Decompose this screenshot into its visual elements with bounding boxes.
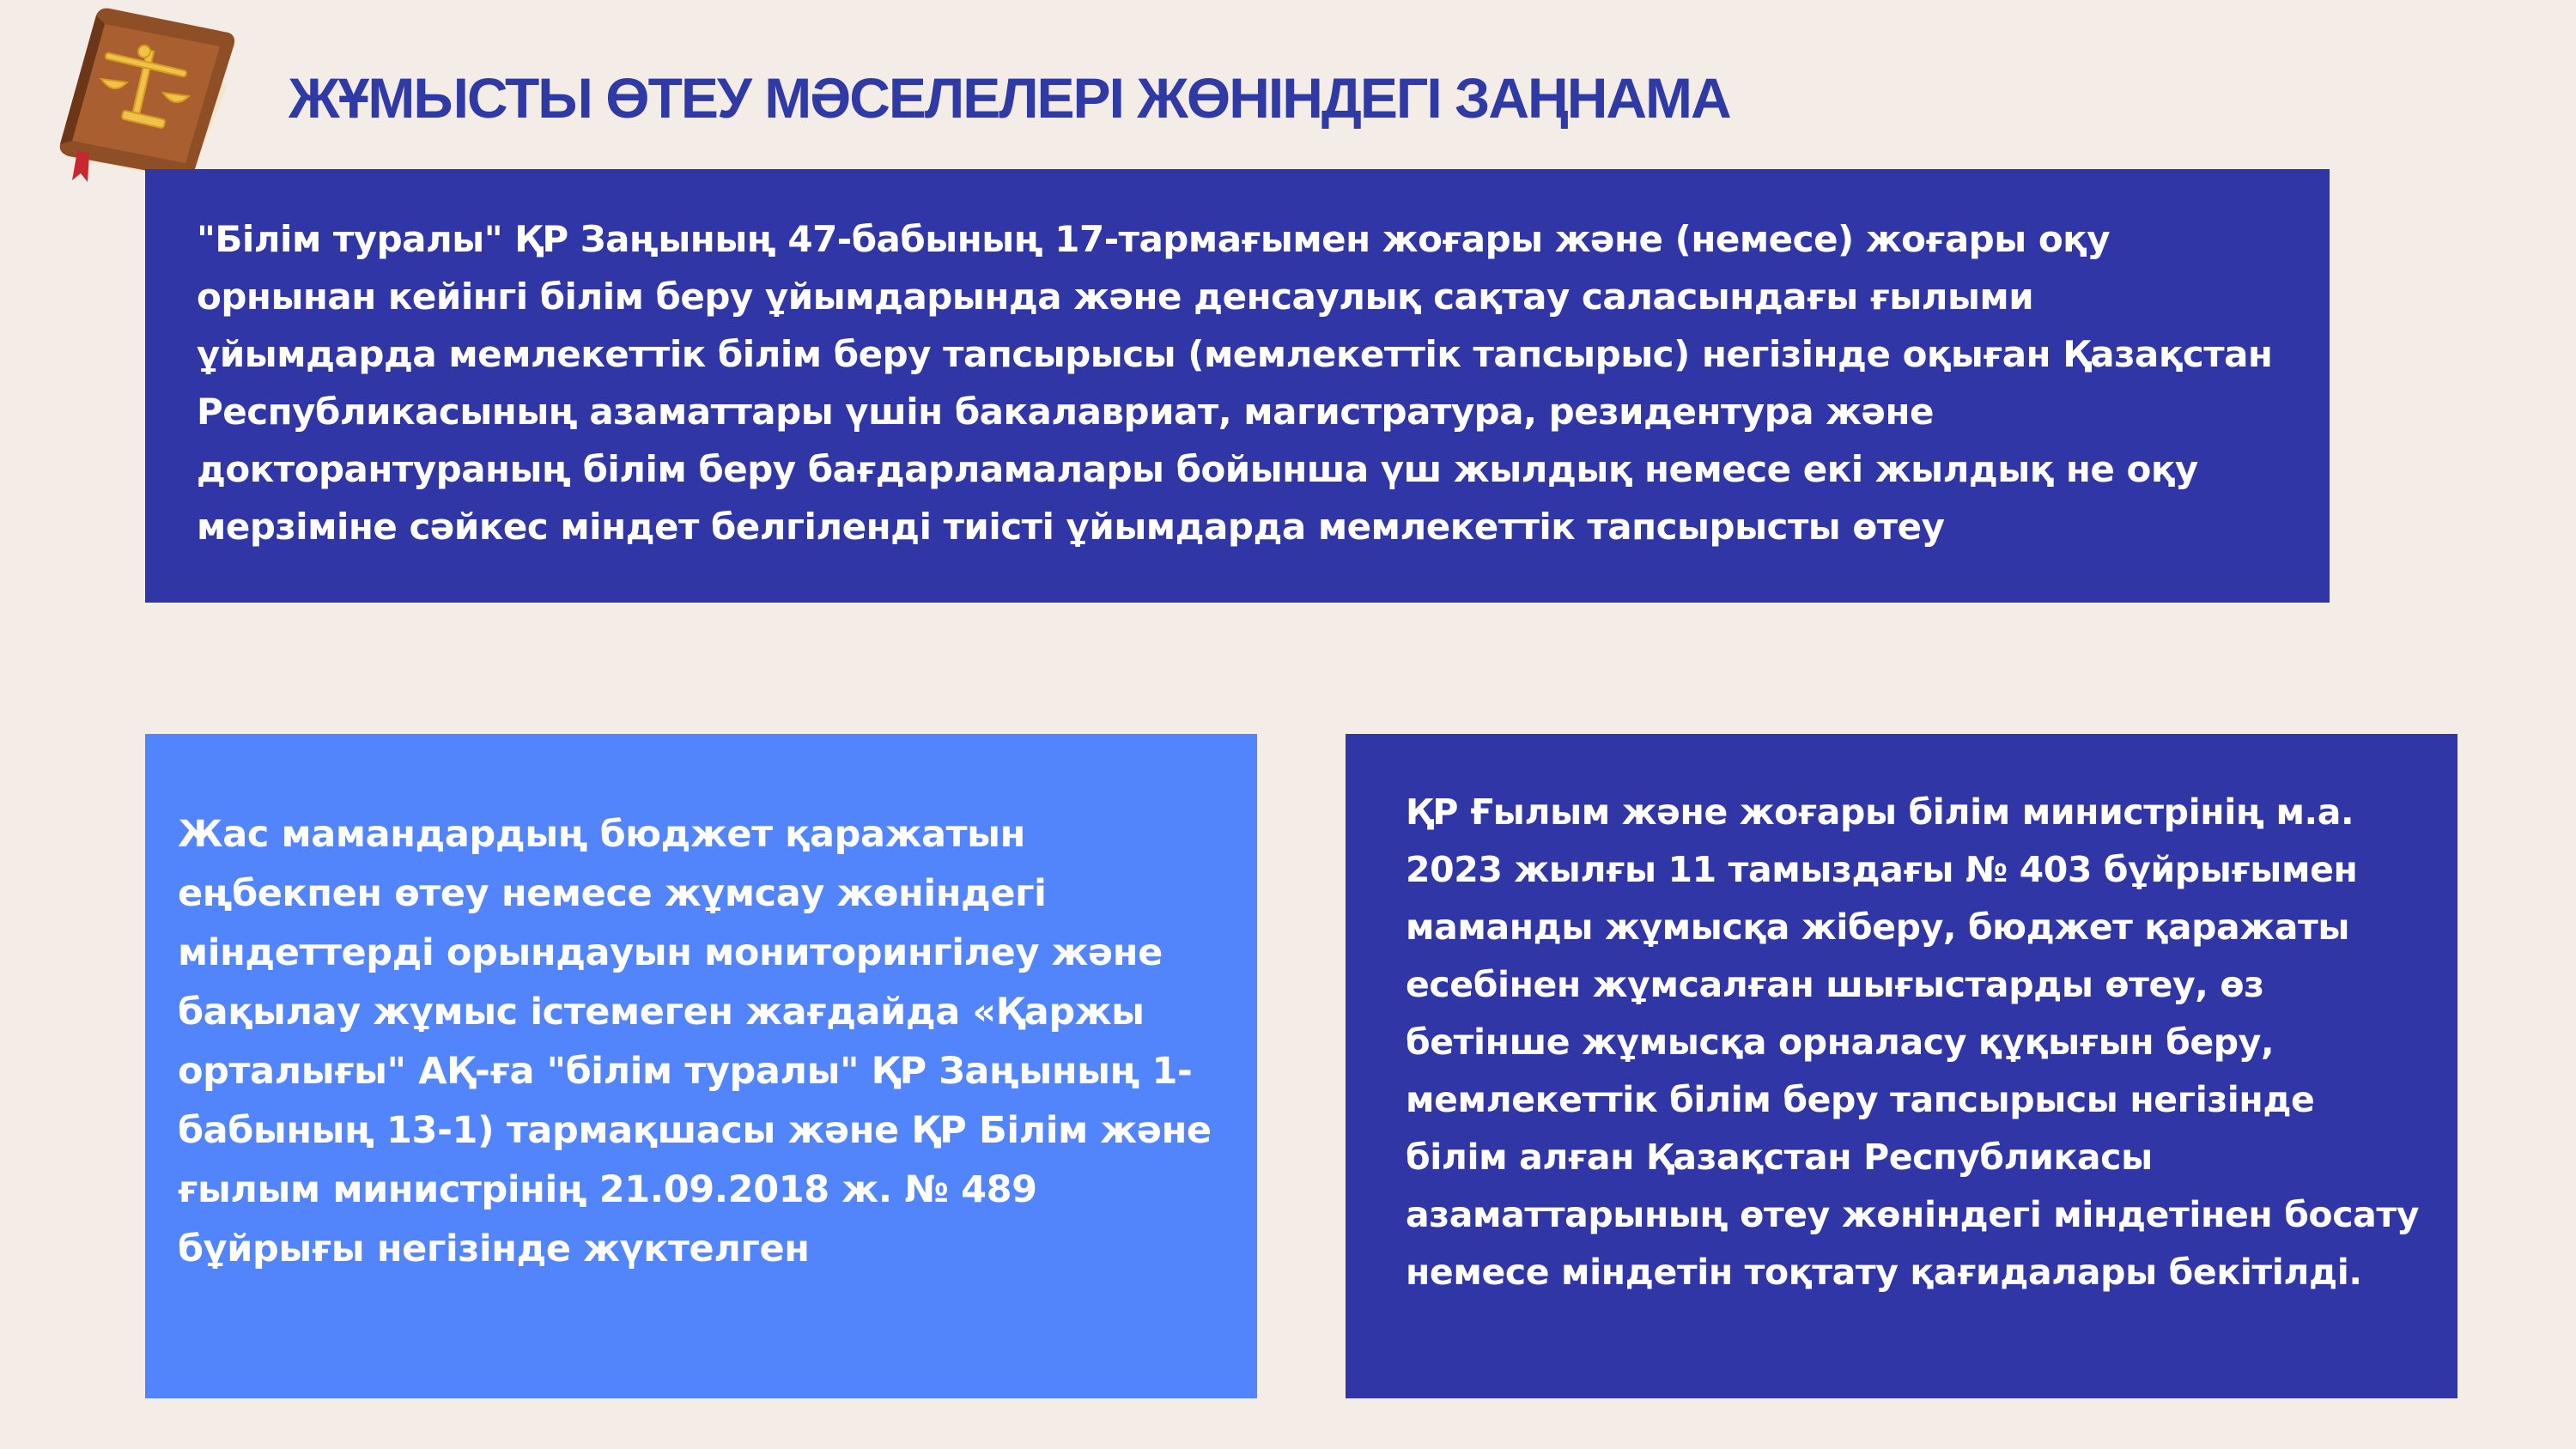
monitoring-text: Жас мамандардың бюджет қаражатын еңбекпен өтеу немесе жұмсау жөніндегі міндеттерді орындауын мониторингілеу және бақылау жұмыс істемеген жағдайда «Қаржы орталығы" АҚ-ға "білім туралы" ҚР Заңының 1-бабының 13-1) тармақшасы және ҚР Білім және ғылым министрінің 21.09.2018 ж. № 489 бұйрығы негізінде жүктелген: [178, 813, 1212, 1270]
law-article-text: "Білім туралы" ҚР Заңының 47-бабының 17-тармағымен жоғары және (немесе) жоғары оқу орнынан кейінгі білім беру ұйымдарында және денсаулық сақтау саласындағы ғылыми ұйымдарда мемлекеттік білім беру тапсырысы (мемлекеттік тапсырыс) негізінде оқыған Қазақстан Республикасының азаматтары үшін бакалавриат, магистратура, резидентура және докторантураның білім беру бағдарламалары бойынша үш жылдық немесе екі жылдық не оқу мерзіміне сәйкес міндет белгіленді тиісті ұйымдарда мемлекеттік тапсырысты өтеу: [197, 218, 2273, 548]
ministry-order-box: [1346, 734, 2458, 1398]
law-book-icon: [52, 0, 240, 193]
law-article-box: [145, 169, 2330, 603]
page-title: ЖҰМЫСТЫ ӨТЕУ МӘСЕЛЕЛЕРІ ЖӨНІНДЕГІ ЗАҢНАМА: [289, 66, 1730, 130]
monitoring-box: [145, 734, 1257, 1398]
ministry-order-text: ҚР Ғылым және жоғары білім министрінің м.а. 2023 жылғы 11 тамыздағы № 403 бұйрығымен маманды жұмысқа жіберу, бюджет қаражаты есебінен жұмсалған шығыстарды өтеу, өз бетінше жұмысқа орналасу құқығын беру, мемлекеттік білім беру тапсырысы негізінде білім алған Қазақстан Республикасы азаматтарының өтеу жөніндегі міндетінен босату немесе міндетін тоқтату қағидалары бекітілді.: [1406, 791, 2420, 1293]
